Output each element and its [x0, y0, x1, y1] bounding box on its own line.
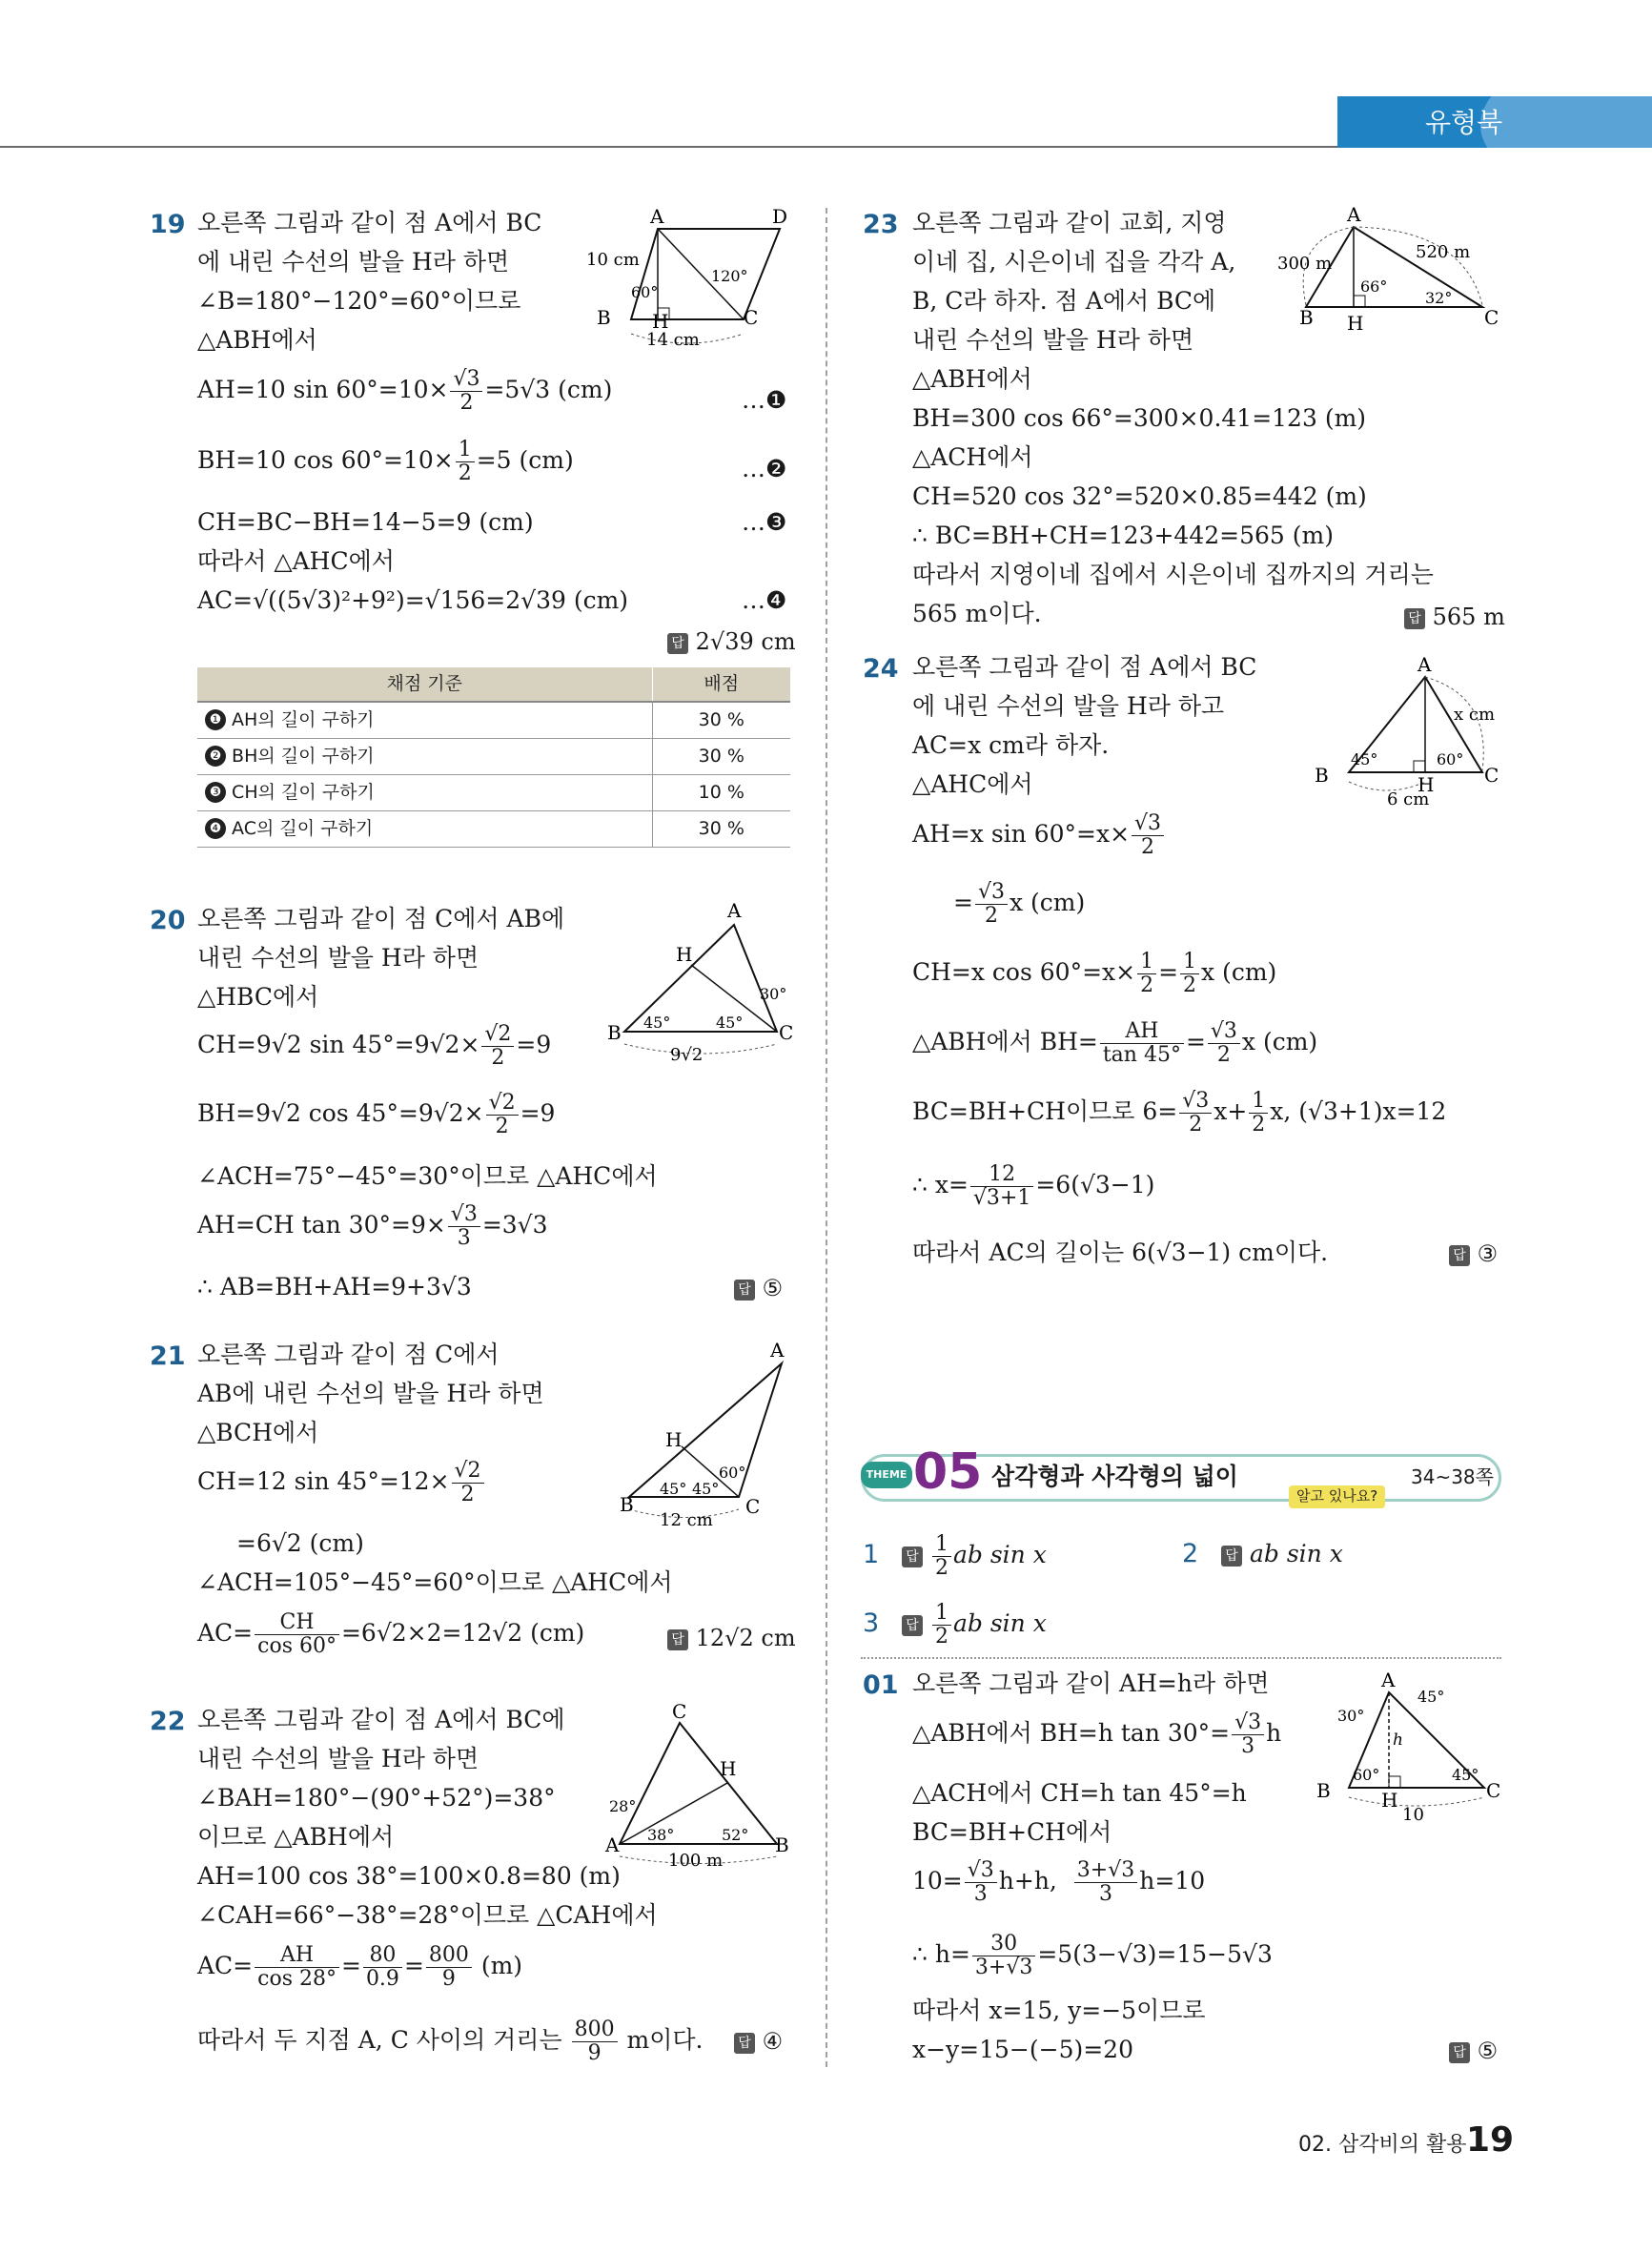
label-angle-c: 120° [711, 267, 748, 285]
footer-chapter: 02. 삼각비의 활용 [1298, 2133, 1467, 2157]
text-line: BC=BH+CH에서 [912, 1818, 1112, 1846]
text-line: △ABH에서 [197, 326, 317, 354]
label-C: C [1484, 306, 1499, 329]
label-angle-b: 60° [631, 283, 659, 301]
text-line: 오른쪽 그림과 같이 교회, 지영 [912, 209, 1227, 236]
label-base: 6 cm [1387, 789, 1430, 809]
label-angle: 45° [660, 1480, 687, 1498]
figure-01 [1311, 1664, 1511, 1826]
text-line: 오른쪽 그림과 같이 점 A에서 BC [912, 653, 1257, 681]
label-B: B [1315, 764, 1329, 787]
answer: 답 ⑤ [1449, 2037, 1498, 2066]
equation: AH=100 cos 38°=100×0.8=80 (m) [197, 1862, 621, 1890]
label-C: C [744, 306, 759, 329]
text-line: 이므로 △ABH에서 [197, 1823, 395, 1851]
equation: CH=520 cos 32°=520×0.85=442 (m) [912, 482, 1367, 510]
label-angle: 38° [647, 1826, 675, 1844]
label-base: 10 [1402, 1805, 1424, 1825]
text-line: △ABH에서 [912, 365, 1032, 393]
text-line: 따라서 △AHC에서 [197, 547, 395, 575]
text-line: 에 내린 수선의 발을 H라 하면 [197, 248, 510, 276]
text-line: 이네 집, 시은이네 집을 각각 A, [912, 248, 1236, 276]
answer: 답 2√39 cm [667, 627, 796, 657]
figure-19 [572, 200, 801, 353]
equation: ∴ x= $\frac{12}{√3+1}$ =6(√3−1) [912, 1162, 1155, 1211]
equation: AH=10 sin 60°=10× $\frac{√3}{2}$ =5√3 (cm) [197, 367, 613, 416]
label-side: 300 m [1277, 254, 1333, 274]
text-line: 오른쪽 그림과 같이 점 C에서 [197, 1341, 500, 1368]
answer: 답 ③ [1449, 1239, 1498, 1269]
table-header: 배점 [652, 667, 790, 702]
label-B: B [607, 1021, 622, 1044]
label-B: B [597, 306, 611, 329]
text-line: 오른쪽 그림과 같이 점 C에서 AB에 [197, 905, 565, 932]
answer: 답 ④ [734, 2027, 783, 2057]
label-angle: 45° [643, 1014, 671, 1032]
label-angle: 45° [692, 1480, 720, 1498]
label-H: H [652, 310, 669, 333]
problem-number: 19 [150, 210, 186, 239]
label-angle: 60° [1353, 1766, 1380, 1784]
dotted-divider [861, 1657, 1501, 1659]
table-header: 채점 기준 [197, 667, 652, 702]
text-line: 에 내린 수선의 발을 H라 하고 [912, 692, 1225, 720]
step-mark: …❶ [742, 386, 787, 414]
table-row: ❹ AC의 길이 구하기 30 % [197, 810, 790, 847]
text-line: △HBC에서 [197, 983, 319, 1011]
label-A: A [650, 205, 664, 228]
figure-24 [1311, 648, 1511, 810]
text-line: ∠ACH=105°−45°=60°이므로 △AHC에서 [197, 1568, 673, 1596]
problem-number: 01 [863, 1670, 899, 1700]
label-base: 100 m [668, 1851, 724, 1871]
equation: CH=9√2 sin 45°=9√2× $\frac{√2}{2}$ =9 [197, 1022, 552, 1071]
answer: 답 565 m [1404, 603, 1505, 632]
label-A: A [727, 899, 742, 922]
equation: AH=CH tan 30°=9× $\frac{√3}{3}$ =3√3 [197, 1202, 548, 1251]
equation: ∴ BC=BH+CH=123+442=565 (m) [912, 522, 1334, 549]
label-A: A [1417, 653, 1432, 676]
theme-title: 삼각형과 사각형의 넓이 [991, 1463, 1238, 1490]
label-angle: 45° [1417, 1688, 1445, 1706]
text-line: 오른쪽 그림과 같이 점 A에서 BC [197, 209, 542, 236]
label-C: C [779, 1021, 794, 1044]
label-A: A [770, 1339, 785, 1362]
figure-22 [596, 1699, 801, 1871]
theme-note: 알고 있나요? [1289, 1485, 1385, 1508]
answer: 답 ⑤ [734, 1274, 783, 1303]
label-A: A [1347, 203, 1361, 226]
column-divider [826, 208, 827, 2067]
text-line: AC=x cm라 하자. [912, 731, 1110, 759]
text-line: ∠CAH=66°−38°=28°이므로 △CAH에서 [197, 1901, 658, 1929]
label-C: C [1486, 1779, 1501, 1802]
equation: △ABH에서 BH= $\frac{AH}{\tan 45^\circ}$ = $\frac{√3}{2}$ x (cm) [912, 1019, 1318, 1068]
text-line: B, C라 하자. 점 A에서 BC에 [912, 287, 1216, 315]
equation: △ACH에서 CH=h tan 45°=h [912, 1779, 1247, 1807]
label-angle: 52° [722, 1826, 749, 1844]
text-line: AB에 내린 수선의 발을 H라 하면 [197, 1380, 544, 1407]
figure-21 [610, 1330, 801, 1540]
label-C: C [1484, 764, 1499, 787]
step-mark: …❷ [742, 455, 787, 482]
label-base: 12 cm [660, 1510, 713, 1530]
text-line: 따라서 지영이네 집에서 시은이네 집까지의 거리는 [912, 561, 1434, 588]
text-line: 565 m이다. [912, 600, 1042, 627]
section-tab-label: 유형북 [1425, 107, 1503, 138]
label-H: H [665, 1428, 683, 1451]
label-angle: 45° [1351, 750, 1378, 768]
section-tab [1337, 96, 1652, 148]
label-side: 10 cm [586, 250, 640, 270]
text-line: △ACH에서 [912, 443, 1033, 471]
equation: BH=300 cos 66°=300×0.41=123 (m) [912, 404, 1367, 432]
text-line: ∠B=180°−120°=60°이므로 [197, 287, 521, 315]
label-B: B [620, 1493, 634, 1516]
step-mark: …❹ [742, 586, 787, 614]
label-H: H [1347, 312, 1364, 335]
label-side: 520 m [1416, 242, 1471, 262]
problem-number: 21 [150, 1342, 186, 1371]
text-line: 내린 수선의 발을 H라 하면 [197, 1745, 479, 1772]
equation: AC= $\frac{CH}{\cos 60^\circ}$ =6√2×2=12√2 (cm) [197, 1610, 585, 1659]
equation: △ABH에서 BH=h tan 30°= $\frac{√3}{3}$ h [912, 1710, 1282, 1759]
label-angle: 60° [719, 1464, 746, 1482]
equation: CH=x cos 60°=x× $\frac{1}{2}$ = $\frac{1}{2}$ x (cm) [912, 950, 1277, 998]
text-line: 내린 수선의 발을 H라 하면 [197, 944, 479, 972]
label-angle: 60° [1437, 750, 1464, 768]
equation: ∴ AB=BH+AH=9+3√3 [197, 1273, 472, 1301]
text-line: ∠ACH=75°−45°=30°이므로 △AHC에서 [197, 1162, 658, 1190]
label-angle: 28° [609, 1797, 637, 1815]
text-line: △BCH에서 [197, 1419, 319, 1446]
table-row: ❶ AH의 길이 구하기 30 % [197, 702, 790, 738]
table-row: ❸ CH의 길이 구하기 10 % [197, 774, 790, 810]
figure-20 [596, 896, 801, 1068]
problem-number: 23 [863, 210, 899, 239]
label-angle: 30° [1337, 1707, 1365, 1725]
step-mark: …❸ [742, 508, 787, 536]
label-A: A [1381, 1669, 1396, 1691]
equation: x−y=15−(−5)=20 [912, 2036, 1133, 2063]
problem-number: 22 [150, 1707, 186, 1736]
label-angle: 66° [1360, 277, 1388, 296]
equation: AH=x sin 60°=x× $\frac{√3}{2}$ [912, 812, 1166, 859]
label-base: 14 cm [646, 330, 700, 350]
label-angle: 30° [760, 985, 787, 1003]
label-C: C [745, 1495, 761, 1518]
label-H: H [720, 1757, 737, 1780]
text-line: 따라서 AC의 길이는 6(√3−1) cm이다. [912, 1239, 1329, 1266]
text-line: 내린 수선의 발을 H라 하면 [912, 326, 1194, 354]
label-base: 9√2 [670, 1045, 704, 1065]
equation: =6√2 (cm) [236, 1529, 364, 1557]
text-line: ∠BAH=180°−(90°+52°)=38° [197, 1784, 556, 1812]
text-line: △AHC에서 [912, 770, 1033, 798]
label-angle: 45° [716, 1014, 744, 1032]
label-B: B [1316, 1779, 1331, 1802]
equation: ∴ h= $\frac{30}{3+√3}$ =5(3−√3)=15−5√3 [912, 1932, 1273, 1980]
label-B: B [775, 1833, 789, 1856]
grading-table [197, 667, 790, 848]
table-row: ❷ BH의 길이 구하기 30 % [197, 738, 790, 774]
equation: BH=10 cos 60°=10× $\frac{1}{2}$ =5 (cm) [197, 438, 574, 486]
theme-number: 05 [913, 1444, 983, 1501]
equation: 10= $\frac{√3}{3}$ h+h, $\frac{3+√3}{3}$ h=10 [912, 1858, 1206, 1907]
quiz-item: 3 답 $\frac{1}{2}$ ab sin x [863, 1601, 1047, 1649]
equation: CH=BC−BH=14−5=9 (cm) [197, 508, 534, 536]
equation: CH=12 sin 45°=12× $\frac{√2}{2}$ [197, 1460, 486, 1506]
theme-pages: 34~38쪽 [1411, 1465, 1494, 1488]
equation: BC=BH+CH이므로 6= $\frac{√3}{2}$ x+ $\frac{1}{2}$ x, (√3+1)x=12 [912, 1089, 1447, 1137]
figure-23 [1273, 200, 1506, 343]
text-line: 따라서 x=15, y=−5이므로 [912, 1997, 1206, 2024]
label-C: C [672, 1700, 687, 1723]
equation: AC= $\frac{AH}{\cos 28^\circ}$ = $\frac{80}{0.9}$ = $\frac{800}{9}$ (m) [197, 1943, 523, 1992]
label-h: h [1393, 1731, 1403, 1750]
text-line: 오른쪽 그림과 같이 AH=h라 하면 [912, 1669, 1270, 1697]
quiz-item: 2 답 ab sin x [1182, 1539, 1343, 1568]
label-H: H [676, 943, 693, 966]
label-H: H [1381, 1789, 1398, 1812]
theme-badge: THEME [861, 1462, 912, 1488]
equation: = $\frac{√3}{2}$ x (cm) [953, 880, 1086, 929]
problem-number: 20 [150, 906, 186, 935]
answer: 답 12√2 cm [667, 1624, 796, 1653]
label-D: D [772, 205, 788, 228]
equation: BH=9√2 cos 45°=9√2× $\frac{√2}{2}$ =9 [197, 1091, 556, 1139]
page-number: 19 [1466, 2120, 1515, 2160]
problem-number: 24 [863, 654, 899, 684]
text-line: 따라서 두 지점 A, C 사이의 거리는 $\frac{800}{9}$ m이다. [197, 2017, 704, 2066]
equation: AC=√((5√3)²+9²)=√156=2√39 (cm) [197, 586, 629, 614]
label-angle: 32° [1425, 289, 1453, 307]
label-side: x cm [1454, 705, 1496, 725]
label-B: B [1299, 306, 1314, 329]
label-angle: 45° [1452, 1766, 1479, 1784]
text-line: 오른쪽 그림과 같이 점 A에서 BC에 [197, 1706, 565, 1733]
label-H: H [1417, 773, 1435, 796]
quiz-item: 1 답 $\frac{1}{2}$ ab sin x [863, 1532, 1047, 1581]
label-A: A [605, 1833, 620, 1856]
